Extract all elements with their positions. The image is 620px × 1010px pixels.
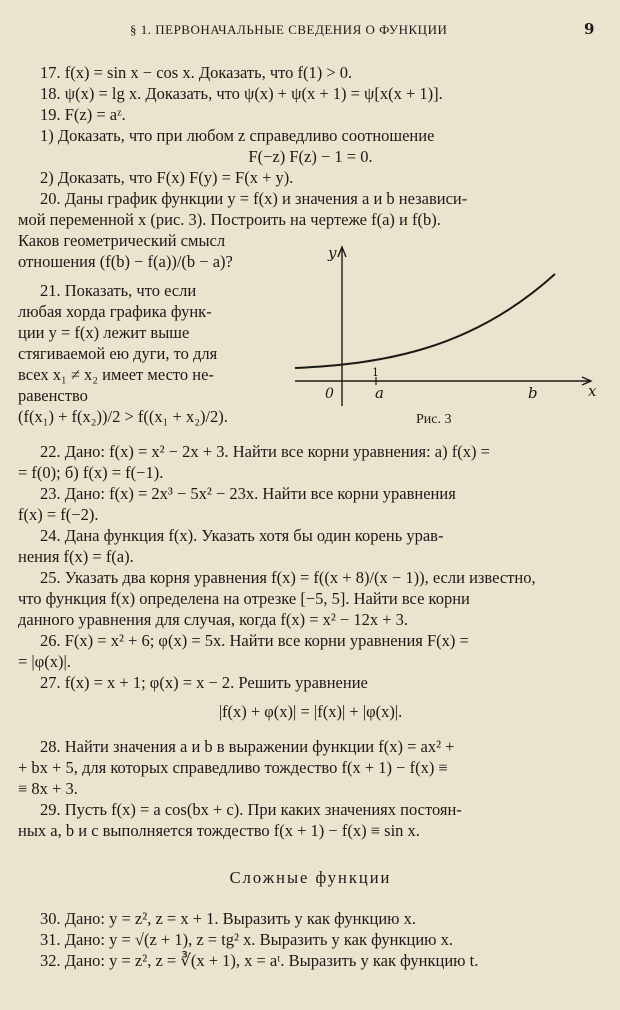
problem-26-line-1: 26. F(x) = x² + 6; φ(x) = 5x. Найти все корни уравнения F(x) =	[40, 631, 469, 650]
y-axis-label: y	[328, 244, 337, 262]
problem-28-line-1: 28. Найти значения a и b в выражении функции f(x) = ax² +	[40, 737, 455, 756]
problem-24-line-2: нения f(x) = f(a).	[18, 547, 134, 566]
problem-32: 32. Дано: y = z², z = ∛(x + 1), x = aᵗ. Выразить y как функцию t.	[40, 951, 479, 970]
problem-21-line-6: равенство	[18, 386, 88, 405]
problem-21-line-3: ции y = f(x) лежит выше	[18, 323, 190, 342]
problem-21-formula: (f(x₁) + f(x₂))/2 > f((x₁ + x₂)/2).	[18, 407, 228, 426]
problem-30: 30. Дано: y = z², z = x + 1. Выразить y как функцию x.	[40, 909, 416, 928]
page-header	[0, 18, 620, 42]
problem-24-line-1: 24. Дана функция f(x). Указать хотя бы один корень урав-	[40, 526, 444, 545]
problem-26-line-2: = |φ(x)|.	[18, 652, 71, 671]
running-head: § 1. ПЕРВОНАЧАЛЬНЫЕ СВЕДЕНИЯ О ФУНКЦИИ	[130, 22, 448, 37]
page-number: 9	[584, 20, 595, 38]
problem-31: 31. Дано: y = √(z + 1), z = tg² x. Выразить y как функцию x.	[40, 930, 453, 949]
problem-19-part-2: 2) Доказать, что F(x) F(y) = F(x + y).	[40, 168, 294, 187]
problem-25-line-3: данного уравнения для случая, когда f(x) = x² − 12x + 3.	[18, 610, 409, 629]
problem-20-line-1: 20. Даны график функции y = f(x) и значения a и b независи-	[40, 189, 468, 208]
problem-27-line-1: 27. f(x) = x + 1; φ(x) = x − 2. Решить уравнение	[40, 673, 368, 692]
problem-23-line-1: 23. Дано: f(x) = 2x³ − 5x² − 23x. Найти все корни уравнения	[40, 484, 456, 503]
problem-19-formula: F(−z) F(z) − 1 = 0.	[248, 147, 373, 166]
problem-21-line-2: любая хорда графика функ-	[18, 302, 212, 321]
problem-22-line-2: = f(0); б) f(x) = f(−1).	[18, 463, 164, 482]
problem-22-line-1: 22. Дано: f(x) = x² − 2x + 3. Найти все корни уравнения: a) f(x) =	[40, 442, 490, 461]
problem-29-line-1: 29. Пусть f(x) = a cos(bx + c). При каких значениях постоян-	[40, 800, 462, 819]
problem-20-line-4: отношения (f(b) − f(a))/(b − a)?	[18, 252, 233, 271]
problem-28-line-3: ≡ 8x + 3.	[18, 779, 78, 798]
problem-19: 19. F(z) = aᶻ.	[40, 105, 126, 124]
function-curve	[295, 274, 555, 368]
problem-21-line-5: всех x₁ ≠ x₂ имеет место не-	[18, 365, 214, 384]
tick-1-label: 1	[372, 366, 379, 379]
section-title: Сложные функции	[229, 868, 392, 887]
problem-21-line-4: стягиваемой ею дуги, то для	[18, 344, 218, 363]
problem-27-formula: |f(x) + φ(x)| = |f(x)| + |φ(x)|.	[218, 702, 403, 721]
x-axis-label: x	[588, 382, 597, 400]
origin-label: 0	[325, 386, 334, 402]
problem-21-line-1: 21. Показать, что если	[40, 281, 197, 300]
problem-28-line-2: + bx + 5, для которых справедливо тождество f(x + 1) − f(x) ≡	[18, 758, 448, 777]
problem-25-line-1: 25. Указать два корня уравнения f(x) = f((x + 8)/(x − 1)), если известно,	[40, 568, 536, 587]
problem-18: 18. ψ(x) = lg x. Доказать, что ψ(x) + ψ(x + 1) = ψ[x(x + 1)].	[40, 84, 443, 103]
figure-3	[290, 236, 600, 436]
problem-19-part-1: 1) Доказать, что при любом z справедливо соотношение	[40, 126, 435, 145]
problem-25-line-2: что функция f(x) определена на отрезке [−5, 5]. Найти все корни	[18, 589, 470, 608]
problem-text	[18, 62, 603, 971]
problem-20-line-3: Каков геометрический смысл	[18, 231, 226, 250]
figure-caption: Рис. 3	[416, 412, 452, 427]
point-b-label: b	[528, 384, 538, 402]
function-graph	[290, 236, 600, 406]
problem-20-line-2: мой переменной x (рис. 3). Построить на чертеже f(a) и f(b).	[18, 210, 441, 229]
problem-17: 17. f(x) = sin x − cos x. Доказать, что f(1) > 0.	[40, 63, 353, 82]
problem-23-line-2: f(x) = f(−2).	[18, 505, 99, 524]
problem-29-line-2: ных a, b и c выполняется тождество f(x + 1) − f(x) ≡ sin x.	[18, 821, 420, 840]
point-a-label: a	[375, 384, 384, 402]
